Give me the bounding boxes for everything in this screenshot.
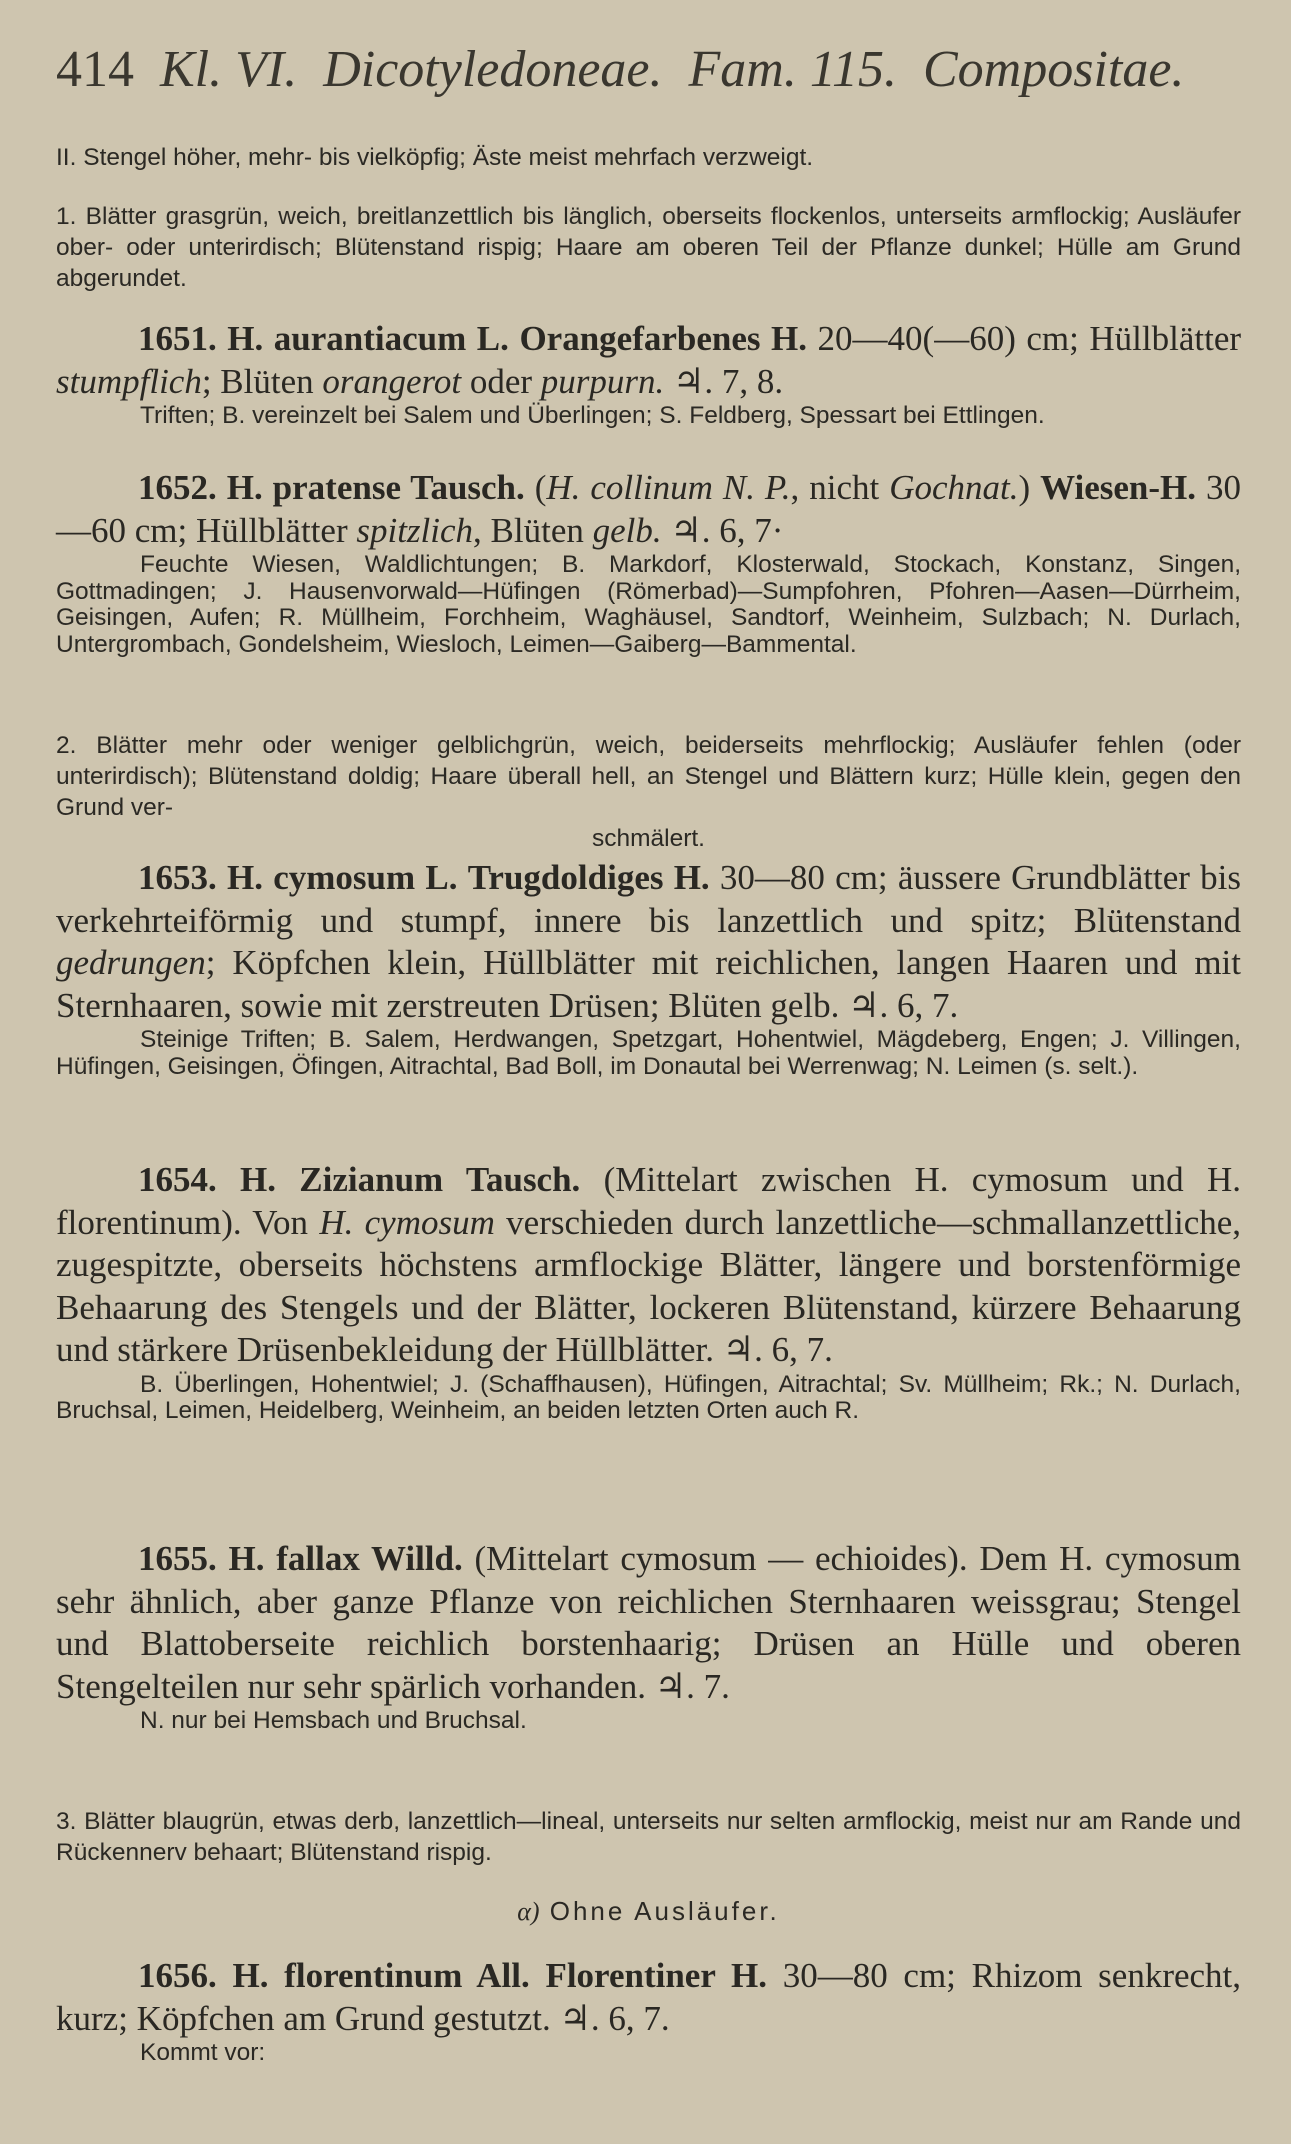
entry-1653 (56, 857, 1241, 1080)
key-2 (56, 730, 1241, 854)
description-italic: H. cymosum (319, 1202, 495, 1242)
species-name: H. Zizianum Tausch. (240, 1160, 581, 1199)
localities: Triften; B. vereinzelt bei Salem und Überlingen; S. Feldberg, Spessart bei Ettlingen. (140, 402, 1045, 429)
species-name: H. florentinum All. (232, 1956, 530, 1995)
subsection-marker: α) (517, 1897, 540, 1926)
book-page (56, 0, 1241, 2144)
entry-number: 1652. (138, 468, 217, 507)
entry-number: 1653. (138, 858, 217, 897)
description: 30—80 cm; äussere Grundblätter bis verkehrteiförmig und stumpf, innere bis lanzettlich und spitz; Blütenstand (56, 858, 1242, 940)
description: , Blüten (473, 510, 584, 550)
entry-1652 (56, 467, 1241, 658)
synonym: , nicht (790, 468, 880, 507)
vernacular-name: Trugdoldiges H. (467, 858, 710, 897)
header-familie: Fam. 115. (688, 41, 897, 98)
species-name: H. fallax Willd. (228, 1539, 463, 1578)
description: oder (469, 361, 533, 401)
species-name: H. pratense Tausch. (226, 468, 525, 507)
key-3: 3. Blätter blaugrün, etwas derb, lanzettlich—lineal, unterseits nur selten armflockig, meist nur am Rande und Rückennerv behaart; Blütenstand rispig. (56, 1808, 1241, 1866)
localities: B. Überlingen, Hohentwiel; J. (Schaffhausen), Hüfingen, Aitrachtal; Sv. Müllheim; Rk.; N. Durlach, Bruchsal, Leimen, Heidelberg, Weinheim, an beiden letzten Orten auch R. (56, 1370, 1241, 1424)
synonym: ) (1018, 468, 1031, 507)
localities: Steinige Triften; B. Salem, Herdwangen, Spetzgart, Hohentwiel, Mägdeberg, Engen; J. Villingen, Hüfingen, Geisingen, Öfingen, Aitrachtal, Bad Boll, im Donautal bei Werrenwag; N. Leimen (s. selt.). (56, 1026, 1241, 1080)
entry-number: 1655. (138, 1539, 217, 1578)
description-italic: stumpflich (56, 361, 202, 401)
entry-number: 1654. (138, 1160, 217, 1199)
localities: Feuchte Wiesen, Waldlichtungen; B. Markdorf, Klosterwald, Stockach, Konstanz, Singen, Gottmadingen; J. Hausenvorwald—Hüfingen (Römerbad)—Sumpfohren, Pfohren—Aasen—Dürrheim, Geisingen, Aufen; R. Müllheim, Forchheim, Waghäusel, Sandtorf, Weinheim, Sulzbach; N. Durlach, Untergrombach, Gondelsheim, Wiesloch, Leimen—Gaiberg—Bammental. (56, 551, 1241, 658)
header-gruppe: Dicotyledoneae. (323, 41, 663, 98)
page-number: 414 (56, 41, 134, 98)
synonym-italic: Gochnat. (889, 468, 1019, 507)
synonym: ( (534, 468, 547, 507)
header-familienname: Compositae. (922, 41, 1185, 98)
description: ; Blüten (201, 361, 314, 401)
vernacular-name: Orangefarbenes H. (519, 319, 808, 358)
species-name: H. cymosum L. (226, 858, 458, 897)
description: ; Köpfchen klein, Hüllblätter mit reichlichen, langen Haaren und mit Sternhaaren, sowie mit zerstreuten Drüsen; Blüten gelb. ♃. 6, 7. (56, 943, 1241, 1025)
vernacular-name: Wiesen-H. (1040, 468, 1197, 507)
key-1: 1. Blätter grasgrün, weich, breitlanzettlich bis länglich, oberseits flockenlos, unterseits armflockig; Ausläufer ober- oder unterirdisch; Blütenstand rispig; Haare am oberen Teil der Pflanze dunkel; Hülle am Grund abgerundet. (56, 203, 1241, 292)
description-italic: purpurn. (540, 361, 665, 401)
key-2-text: 2. Blätter mehr oder weniger gelblichgrün, weich, beiderseits mehrflockig; Ausläufer fehlen (oder unterirdisch); Blütenstand doldig; Haare überall hell, an Stengel und Blättern kurz; Hülle klein, gegen den Grund ver- (56, 732, 1241, 821)
description: 30—60 cm; Hüllblätter (56, 468, 1241, 550)
entry-1655 (56, 1538, 1241, 1735)
key-2-last-line: schmälert. (591, 825, 705, 852)
description-italic: spitzlich (356, 510, 474, 550)
entry-number: 1651. (138, 319, 217, 358)
entry-1654 (56, 1159, 1241, 1425)
description: verschieden durch lanzettliche—schmallanzettliche, zugespitzte, oberseits höchstens armflockige Blätter, längere und borstenförmige Behaarung des Stengels und der Blätter, lockeren Blütenstand, kürzere Behaarung und stärkere Drüsenbekleidung der Hüllblätter. ♃. 6, 7. (56, 1202, 1242, 1369)
entry-number: 1656. (138, 1956, 217, 1995)
subsection-heading (56, 1896, 1241, 1927)
subsection-title: Ohne Ausläufer. (549, 1896, 780, 1926)
description: 20—40(—60) cm; Hüllblätter (817, 319, 1242, 358)
vernacular-name: Florentiner H. (545, 1956, 767, 1995)
header-klasse: Kl. VI. (160, 41, 298, 98)
description: (Mittelart cymosum — echioides). Dem H. cymosum sehr ähnlich, aber ganze Pflanze von reichlichen Sternhaaren weissgrau; Stengel und Blattoberseite reichlich borstenhaarig; Drüsen an Hülle und oberen Stengelteilen nur sehr spärlich vorhanden. ♃. 7. (56, 1539, 1242, 1706)
synonym-italic: H. collinum N. P. (546, 468, 791, 507)
description: (Mittelart zwischen H. cymosum und H. florentinum). Von (56, 1160, 1241, 1242)
description-italic: gedrungen (56, 943, 206, 982)
key-II: II. Stengel höher, mehr- bis vielköpfig; Äste meist mehrfach verzweigt. (56, 144, 814, 171)
species-name: H. aurantiacum L. (227, 319, 509, 358)
flowering-time: ♃. 7, 8. (673, 361, 784, 401)
running-header (56, 40, 1241, 99)
description-italic: gelb. (592, 510, 662, 550)
flowering-time: ♃. 6, 7· (670, 510, 784, 550)
entry-1656 (56, 1955, 1241, 2067)
description-italic: orangerot (322, 361, 462, 401)
entry-1651 (56, 318, 1241, 430)
localities: Kommt vor: (140, 2039, 266, 2066)
localities: N. nur bei Hemsbach und Bruchsal. (140, 1707, 527, 1734)
description: 30—80 cm; Rhizom senkrecht, kurz; Köpfchen am Grund gestutzt. ♃. 6, 7. (56, 1956, 1242, 2038)
